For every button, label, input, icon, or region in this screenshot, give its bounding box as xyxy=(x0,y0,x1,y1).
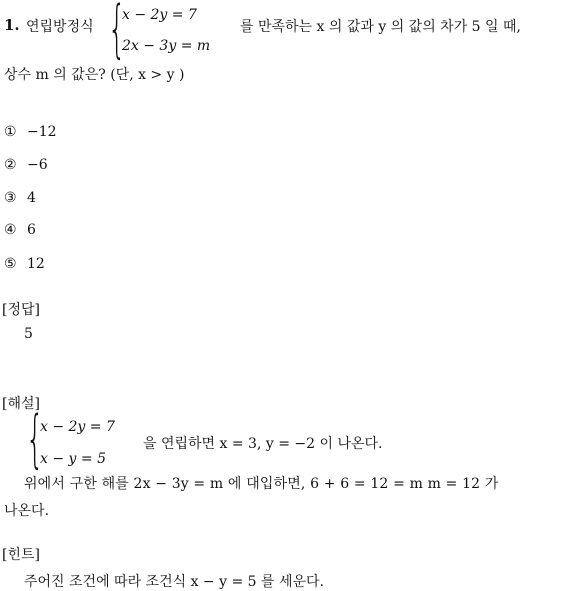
choice-4[interactable] xyxy=(4,222,36,238)
problem-condition: 를 만족하는 x 의 값과 y 의 값의 차가 5 일 때, xyxy=(240,19,521,35)
choice-value: 12 xyxy=(27,256,45,272)
choice-1[interactable] xyxy=(4,124,57,140)
system-eq2: 2x − 3y = m xyxy=(122,38,211,54)
choice-2[interactable] xyxy=(4,157,48,173)
choice-3[interactable] xyxy=(4,190,36,206)
answer-label: [정답] xyxy=(2,302,40,318)
explanation-eq2: x − y = 5 xyxy=(40,451,106,467)
explanation-system-brace: { xyxy=(26,402,44,475)
system-brace: { xyxy=(108,0,126,65)
problem-number: 1. xyxy=(4,16,20,34)
explanation-solution: 을 연립하면 x = 3, y = −2 이 나온다. xyxy=(143,436,383,452)
problem-question: 상수 m 의 값은? (단, x > y ) xyxy=(4,67,185,83)
choice-marker: ① xyxy=(4,124,17,140)
choice-marker: ④ xyxy=(4,222,17,238)
hint-text: 주어진 조건에 따라 조건식 x − y = 5 를 세운다. xyxy=(24,574,324,590)
explanation-eq1: x − 2y = 7 xyxy=(40,419,115,435)
problem-intro: 연립방정식 xyxy=(26,19,94,35)
choice-5[interactable] xyxy=(4,256,45,272)
choice-marker: ⑤ xyxy=(4,256,17,272)
answer-value: 5 xyxy=(24,326,33,342)
choice-marker: ② xyxy=(4,157,17,173)
choice-value: −6 xyxy=(27,157,48,173)
choice-value: 4 xyxy=(27,190,36,206)
hint-label: [힌트] xyxy=(2,547,40,563)
choice-value: −12 xyxy=(27,124,57,140)
explanation-substitution: 위에서 구한 해를 2x − 3y = m 에 대입하면, 6 + 6 = 12 = m m = 12 가 xyxy=(24,476,499,492)
explanation-label: [해설] xyxy=(2,396,40,412)
explanation-conclusion: 나온다. xyxy=(4,503,50,519)
choice-value: 6 xyxy=(27,222,36,238)
system-eq1: x − 2y = 7 xyxy=(122,7,197,23)
choice-marker: ③ xyxy=(4,190,17,206)
